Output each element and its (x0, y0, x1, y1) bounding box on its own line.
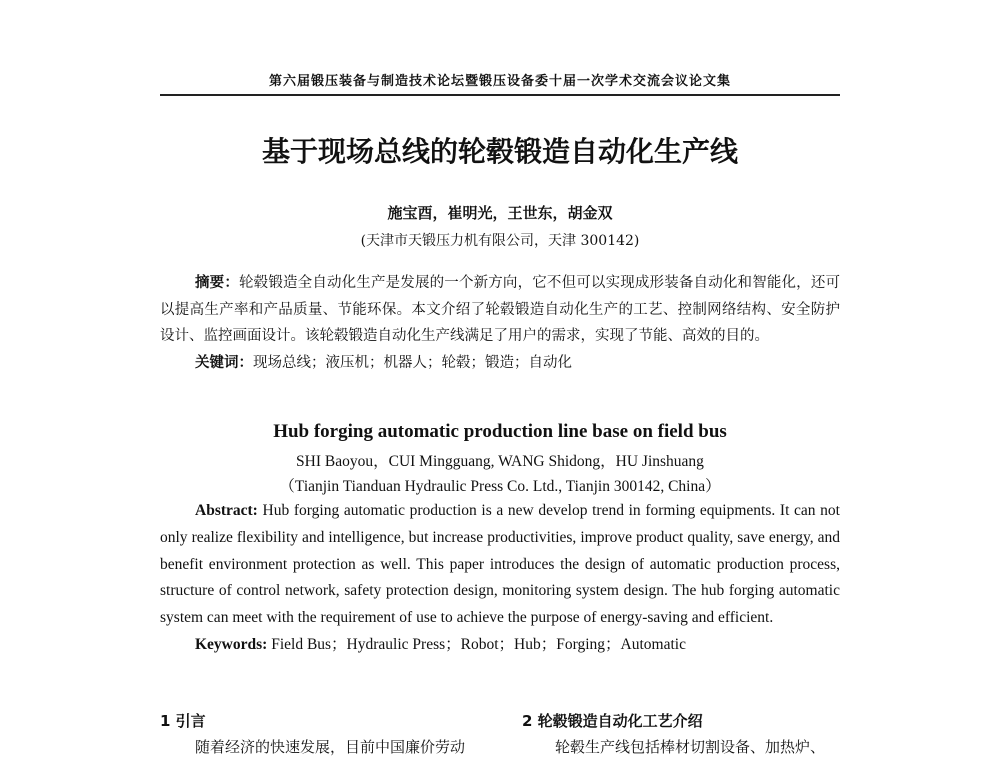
section-1-heading: 1 引言 (160, 712, 206, 730)
section-2-body: 轮毂生产线包括棒材切割设备、加热炉、 (555, 738, 826, 756)
abstract-en (160, 498, 840, 659)
keywords-en-text: Field Bus；Hydraulic Press；Robot；Hub；Forging；Automatic (267, 635, 686, 653)
paper-title-cn: 基于现场总线的轮毂锻造自动化生产线 (261, 135, 738, 168)
authors-en: SHI Baoyou，CUI Mingguang, WANG Shidong，HU Jinshuang (296, 453, 704, 470)
keywords-cn-text: 现场总线；液压机；机器人；轮毂；锻造；自动化 (253, 354, 572, 371)
keywords-en-label: Keywords: (195, 635, 268, 653)
section-2-heading: 2 轮毂锻造自动化工艺介绍 (522, 712, 703, 730)
running-header: 第六届锻压装备与制造技术论坛暨锻压设备委十届一次学术交流会议论文集 (268, 74, 731, 89)
abstract-cn-label: 摘要： (195, 275, 239, 291)
paper-title-en: Hub forging automatic production line base on field bus (273, 421, 727, 442)
header-rule (160, 94, 840, 96)
affiliation-en: （Tianjin Tianduan Hydraulic Press Co. Ltd., Tianjin 300142, China） (279, 478, 721, 495)
affiliation-cn: (天津市天锻压力机有限公司，天津 300142) (360, 233, 640, 249)
abstract-cn-text: 轮毂锻造全自动化生产是发展的一个新方向，它不但可以实现成形装备自动化和智能化，还可以提高生产率和产品质量、节能环保。本文介绍了轮毂锻造自动化生产的工艺、控制网络结构、安全防护设计、监控画面设计。该轮毂锻造自动化生产线满足了用户的需求，实现了节能、高效的目的。 (160, 275, 841, 344)
section-1-body: 随着经济的快速发展，目前中国廉价劳动 (195, 738, 466, 756)
keywords-cn-label: 关键词： (195, 354, 253, 371)
abstract-en-text: Hub forging automatic production is a new develop trend in forming equipments. It can not only realize flexibility and intelligence, but increase productivities, improve product quality, save energy, and benefit environment protection as well. This paper introduces the design of automatic production process, structure of control network, safety protection design, monitoring system design. The hub forging automatic system can meet with the requirement of use to achieve the purpose of energy-saving and efficient. (160, 502, 840, 627)
abstract-en-label: Abstract: (195, 502, 258, 519)
abstract-cn (160, 270, 840, 376)
authors-cn: 施宝酉，崔明光，王世东，胡金双 (387, 204, 613, 222)
